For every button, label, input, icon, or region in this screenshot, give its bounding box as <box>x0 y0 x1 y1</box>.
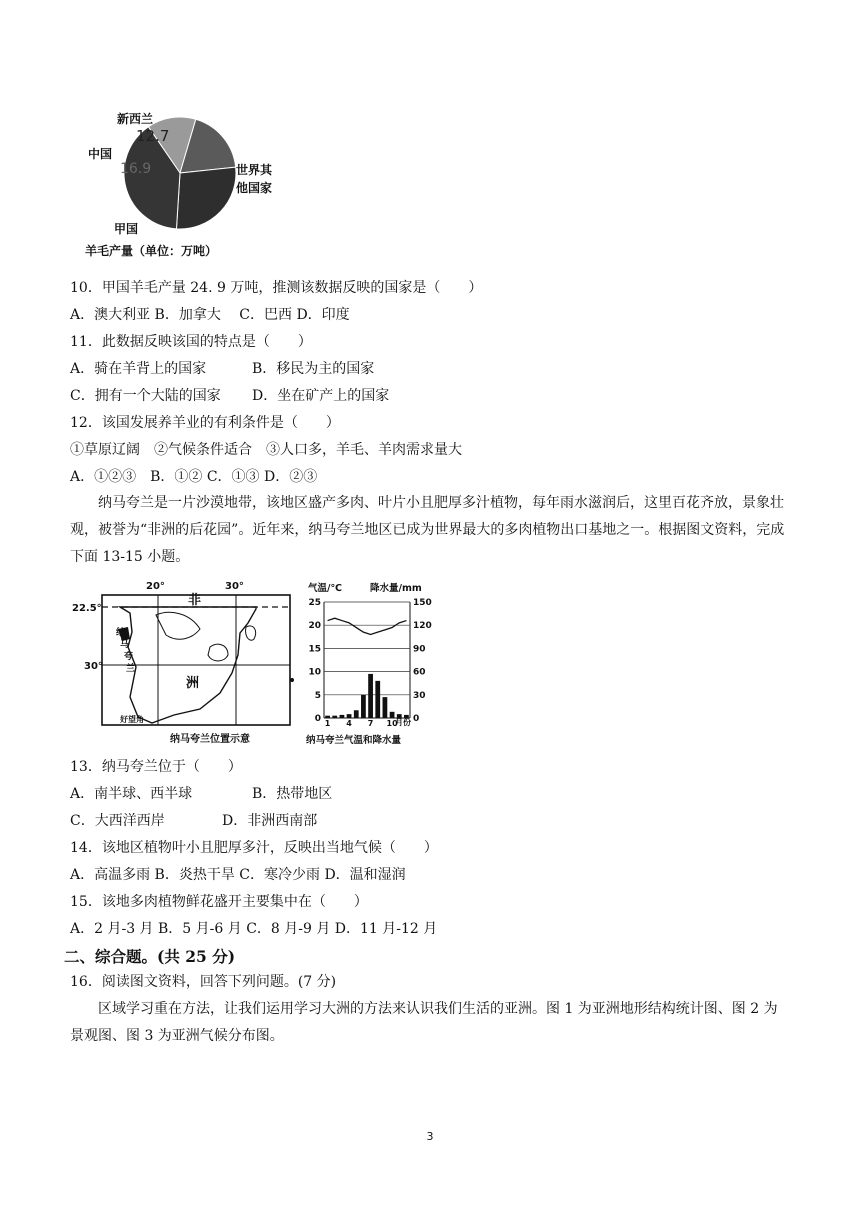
left-tick-label: 25 <box>308 598 321 608</box>
map-lat-30: 30° <box>84 661 103 672</box>
question-13-option-a: A．南半球、西半球 <box>70 786 193 802</box>
right-tick-label: 90 <box>413 644 426 655</box>
right-tick-label: 60 <box>413 667 426 678</box>
question-13-option-c: C．大西洋西岸 <box>70 813 165 829</box>
question-12: 12．该国发展养羊业的有利条件是（ ） <box>70 415 340 431</box>
precip-bar-3 <box>340 715 345 718</box>
precip-bar-10 <box>390 712 395 718</box>
x-axis-label: 月份 <box>395 718 411 727</box>
map-lat-22-5: 22.5° <box>72 603 102 614</box>
pie-caption: 羊毛产量（单位：万吨） <box>85 244 218 258</box>
map-caption: 纳马夸兰位置示意 <box>170 734 250 745</box>
dot-marker <box>290 678 294 682</box>
precip-bar-1 <box>325 716 330 718</box>
precip-bar-9 <box>383 697 388 718</box>
map-svg <box>70 577 300 747</box>
pie-label-jiaguo: 甲国 <box>114 222 139 236</box>
question-11: 11．此数据反映该国的特点是（ ） <box>70 334 312 350</box>
map-label-lan: 兰 <box>126 664 136 674</box>
left-axis-label: 气温/℃ <box>308 583 342 594</box>
left-tick-label: 5 <box>314 690 321 701</box>
right-tick-label: 150 <box>413 598 432 608</box>
map-label-na: 纳 <box>116 628 126 638</box>
question-13: 13．纳马夸兰位于（ ） <box>70 759 242 775</box>
section-2-heading: 二、综合题。(共 25 分) <box>64 947 236 966</box>
namaqualand-map-figure <box>70 577 300 747</box>
precip-bar-7 <box>368 674 373 718</box>
question-12-items: ①草原辽阔 ②气候条件适合 ③人口多，羊毛、羊肉需求量大 <box>70 442 462 458</box>
question-16: 16．阅读图文资料，回答下列问题。(7 分) <box>70 974 337 990</box>
temperature-line <box>328 618 407 634</box>
map-region-border <box>156 612 200 639</box>
lesotho-outline <box>208 644 228 661</box>
left-tick-label: 10 <box>308 667 321 678</box>
precip-bar-6 <box>361 695 366 718</box>
question-10-options: A．澳大利亚 B．加拿大 C．巴西 D．印度 <box>70 307 350 323</box>
precip-bar-4 <box>347 714 352 718</box>
question-16-passage: 区域学习重在方法，让我们运用学习大洲的方法来认识我们生活的亚洲。图 1 为亚洲地形结构统计图、图 2 为景观图、图 3 为亚洲气候分布图。 <box>70 1001 778 1044</box>
question-11-option-d: D．坐在矿产上的国家 <box>252 388 390 404</box>
map-label-fei: 非 <box>188 593 202 608</box>
question-13-option-b: B．热带地区 <box>252 786 333 802</box>
map-label-cape: 好望角 <box>120 715 144 724</box>
climate-chart-figure <box>300 580 440 748</box>
precip-bar-5 <box>354 710 359 718</box>
question-12-options: A．①②③ B．①② C．①③ D．②③ <box>70 469 318 485</box>
question-11-option-a: A．骑在羊背上的国家 <box>70 361 207 377</box>
question-13-option-d: D．非洲西南部 <box>222 813 318 829</box>
question-11-option-b: B．移民为主的国家 <box>252 361 375 377</box>
x-tick-label: 4 <box>346 719 352 728</box>
right-axis-label: 降水量/mm <box>370 583 422 594</box>
right-tick-label: 120 <box>413 621 432 632</box>
island-outline <box>246 626 256 640</box>
x-tick-label: 10 <box>386 719 398 728</box>
pie-value-zhongguo: 16.9 <box>120 161 152 177</box>
right-tick-label: 30 <box>413 690 426 701</box>
pie-label-other-line1: 世界其 <box>236 163 273 177</box>
right-tick-label: 0 <box>413 714 420 724</box>
map-lon-20: 20° <box>146 581 165 592</box>
wool-production-pie-figure <box>70 95 300 265</box>
question-14-options: A．高温多雨 B．炎热干旱 C．寒冷少雨 D．温和湿润 <box>70 867 406 883</box>
precip-bar-2 <box>332 716 337 718</box>
namaqualand-passage: 纳马夸兰是一片沙漠地带，该地区盛产多肉、叶片小且肥厚多汁植物，每年雨水滋润后，这里百花齐放，景象壮观，被誉为“非洲的后花园”。近年来，纳马夸兰地区已成为世界最大的多肉植物出口基地之一。根据图文资料，完成下面 13-15 小题。 <box>70 495 785 565</box>
pie-slice-3 <box>176 167 236 229</box>
pie-label-xinxilan: 新西兰 <box>117 112 154 126</box>
question-15: 15．该地多肉植物鲜花盛开主要集中在（ ） <box>70 894 368 910</box>
map-lon-30: 30° <box>225 581 244 592</box>
question-11-option-c: C．拥有一个大陆的国家 <box>70 388 221 404</box>
pie-value-xinxilan: 12.7 <box>136 127 170 145</box>
x-tick-label: 7 <box>367 719 374 728</box>
question-14: 14．该地区植物叶小且肥厚多汁，反映出当地气候（ ） <box>70 840 438 856</box>
climate-chart-svg <box>300 580 440 748</box>
left-tick-label: 15 <box>308 644 321 655</box>
left-tick-label: 20 <box>308 621 321 632</box>
pie-label-zhongguo: 中国 <box>88 147 113 161</box>
map-label-kua: 夸 <box>124 652 134 662</box>
map-label-zhou: 洲 <box>186 676 200 691</box>
climate-caption: 纳马夸兰气温和降水量 <box>306 735 402 746</box>
precip-bar-8 <box>375 681 380 718</box>
left-tick-label: 0 <box>314 714 321 724</box>
page-number: 3 <box>426 1130 434 1143</box>
map-label-ma: 马 <box>120 640 130 650</box>
pie-label-other-line2: 他国家 <box>236 181 273 195</box>
pie-chart-svg <box>70 95 300 265</box>
question-15-options: A．2 月-3 月 B．5 月-6 月 C．8 月-9 月 D．11 月-12 月 <box>70 921 438 937</box>
x-tick-label: 1 <box>324 719 331 728</box>
question-10: 10．甲国羊毛产量 24. 9 万吨，推测该数据反映的国家是（ ） <box>70 280 483 296</box>
